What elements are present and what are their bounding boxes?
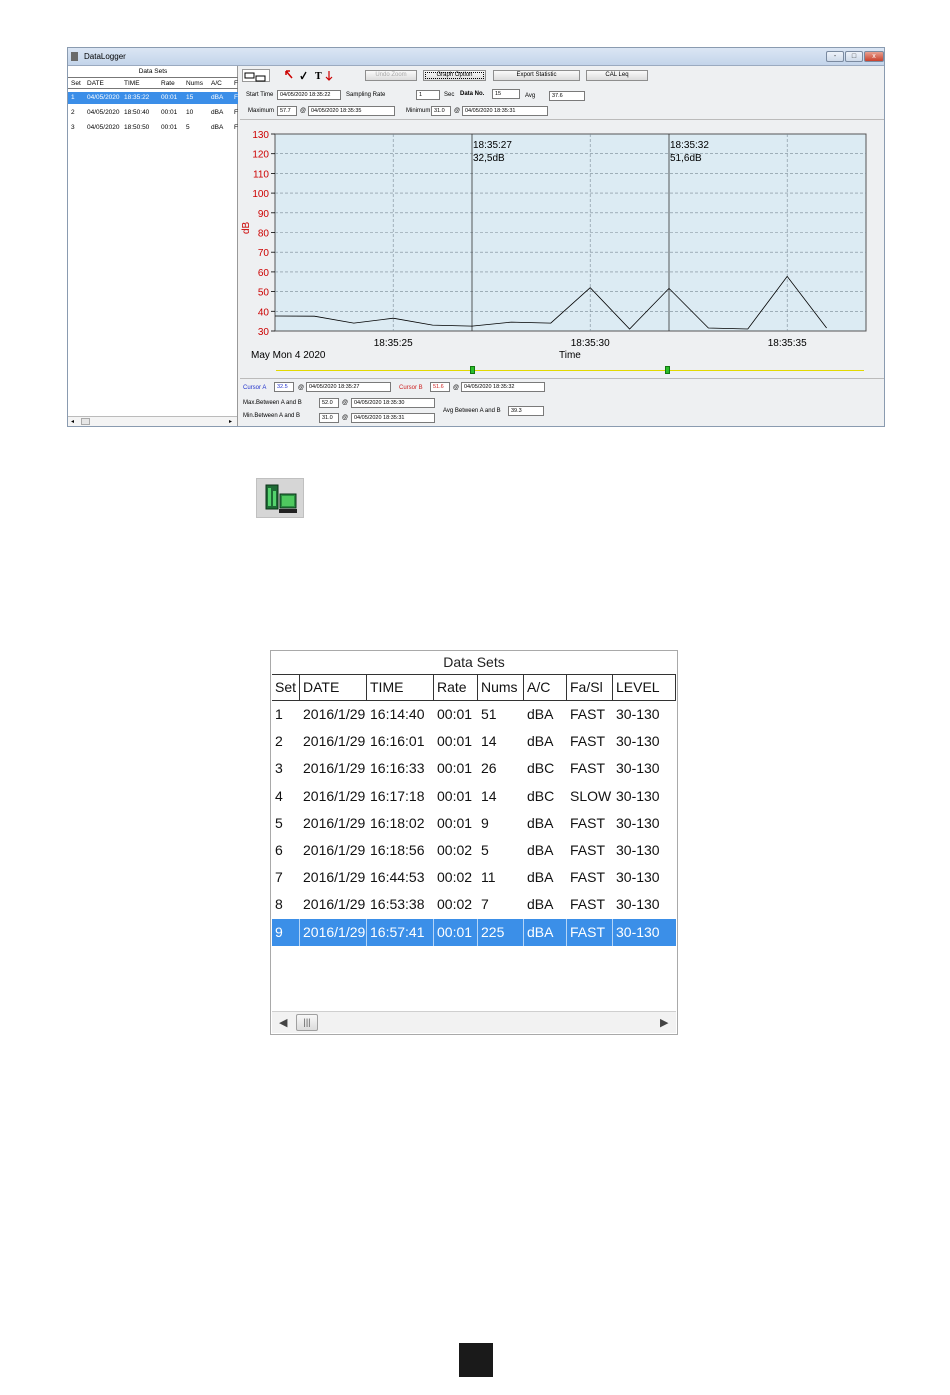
cell-date: 04/05/2020 bbox=[87, 124, 120, 131]
cell-set: 1 bbox=[275, 706, 283, 722]
maximize-button[interactable]: □ bbox=[845, 51, 863, 62]
date-label: May Mon 4 2020 bbox=[251, 350, 326, 361]
avg-between-value: 39.3 bbox=[508, 406, 544, 416]
pointer-icon bbox=[286, 71, 292, 78]
data-no-field: 15 bbox=[492, 89, 520, 99]
cell-time: 16:17:18 bbox=[370, 787, 425, 804]
cell-rate: 00:02 bbox=[437, 869, 473, 886]
cursor-a-label: Cursor A bbox=[243, 385, 267, 391]
cell-nums: 51 bbox=[481, 706, 497, 722]
cell-time: 16:16:01 bbox=[370, 733, 425, 750]
y-tick-label: 80 bbox=[257, 228, 269, 240]
cell-time: 16:14:40 bbox=[370, 706, 425, 722]
cell-date: 2016/1/29 bbox=[303, 760, 366, 777]
cell-set: 3 bbox=[275, 760, 283, 777]
cell-set: 5 bbox=[275, 814, 283, 831]
undo-zoom-button[interactable]: Undo Zoom bbox=[365, 70, 417, 81]
data-view-toggle[interactable] bbox=[242, 69, 270, 82]
cursor-b-time: 04/05/2020 18:35:32 bbox=[461, 382, 545, 392]
data-sets-title: Data Sets bbox=[138, 68, 168, 75]
cell-rate: 00:01 bbox=[437, 787, 473, 804]
cursor-a-handle[interactable] bbox=[470, 366, 475, 374]
cell-rate: 00:01 bbox=[437, 923, 473, 940]
cell-ac: dBA bbox=[527, 869, 554, 886]
y-tick-label: 30 bbox=[257, 327, 269, 338]
at-sign: @ bbox=[454, 108, 461, 114]
maximum-time-field: 04/05/2020 18:35:35 bbox=[308, 106, 395, 116]
column-header-set[interactable]: Set bbox=[71, 80, 81, 87]
column-divider[interactable] bbox=[477, 674, 478, 701]
cell-date: 04/05/2020 bbox=[87, 94, 120, 101]
column-header-ac[interactable]: A/C bbox=[527, 679, 551, 695]
start-time-field: 04/05/2020 18:35:22 bbox=[277, 90, 341, 100]
scroll-right-icon[interactable]: ▶ bbox=[660, 1017, 669, 1029]
scroll-thumb[interactable] bbox=[81, 418, 90, 425]
column-header-nums[interactable]: Nums bbox=[186, 80, 203, 87]
cell-set: 2 bbox=[71, 109, 75, 116]
y-axis-ticks bbox=[252, 130, 275, 338]
cursor-b-label: Cursor B bbox=[399, 385, 423, 391]
table-row[interactable] bbox=[272, 837, 676, 864]
table-row[interactable] bbox=[68, 107, 238, 119]
cell-fasl: FAST bbox=[570, 706, 606, 722]
cell-set: 7 bbox=[275, 869, 283, 886]
cell-fasl: SLOW bbox=[570, 787, 612, 804]
column-divider[interactable] bbox=[612, 674, 613, 701]
y-tick-label: 110 bbox=[253, 169, 269, 181]
cell-fasl: FAST bbox=[570, 869, 606, 886]
cell-fasl: FAST bbox=[570, 814, 606, 831]
cell-nums: 15 bbox=[186, 94, 194, 101]
cell-nums: 11 bbox=[481, 869, 496, 886]
cursor-time-label: 18:35:32 bbox=[670, 140, 709, 151]
column-header-fasl[interactable]: Fa/Sl bbox=[570, 679, 603, 695]
cell-nums: 225 bbox=[481, 923, 505, 940]
table-row[interactable] bbox=[272, 755, 676, 782]
column-divider[interactable] bbox=[675, 674, 676, 701]
cell-date: 2016/1/29 bbox=[303, 896, 366, 913]
page-marker bbox=[459, 1343, 493, 1377]
at-sign: @ bbox=[453, 385, 460, 391]
cursor-a-value: 32.5 bbox=[274, 382, 294, 392]
column-header-date[interactable]: DATE bbox=[87, 80, 104, 87]
y-axis-label: dB bbox=[241, 221, 252, 234]
cursor-value-label: 32,5dB bbox=[473, 153, 505, 164]
cursor-time-label: 18:35:27 bbox=[473, 140, 512, 151]
start-time-label: Start Time bbox=[246, 92, 274, 98]
column-header-ac[interactable]: A/C bbox=[211, 80, 222, 87]
cell-f: F bbox=[234, 109, 238, 116]
cell-ac: dBA bbox=[527, 842, 554, 858]
max-between-value: 52.0 bbox=[319, 398, 339, 408]
graph-option-button[interactable]: Graph Option bbox=[423, 70, 486, 81]
column-divider[interactable] bbox=[523, 674, 524, 701]
y-tick-label: 40 bbox=[257, 307, 269, 319]
column-header-time[interactable]: TIME bbox=[124, 80, 140, 87]
cell-ac: dBC bbox=[527, 787, 555, 804]
app-icon bbox=[71, 52, 78, 61]
cell-set: 8 bbox=[275, 896, 283, 913]
cell-time: 16:16:33 bbox=[370, 760, 425, 777]
cell-rate: 00:01 bbox=[161, 124, 178, 131]
column-divider[interactable] bbox=[566, 674, 567, 701]
data-sets-title: Data Sets bbox=[443, 654, 505, 670]
table-row[interactable] bbox=[272, 810, 676, 837]
column-divider bbox=[612, 919, 613, 946]
cell-nums: 9 bbox=[481, 814, 489, 831]
table-row[interactable] bbox=[272, 891, 676, 918]
cell-fasl: FAST bbox=[570, 896, 606, 913]
table-row[interactable] bbox=[272, 919, 676, 946]
sampling-rate-label: Sampling Rate bbox=[346, 92, 386, 98]
column-divider bbox=[433, 919, 434, 946]
column-header-rate[interactable]: Rate bbox=[161, 80, 175, 87]
table-chart-icon bbox=[243, 72, 269, 83]
cell-rate: 00:02 bbox=[437, 842, 473, 858]
sampling-rate-field: 1 bbox=[416, 90, 440, 100]
minimum-field: 31.0 bbox=[431, 106, 451, 116]
cursor-value-label: 51,6dB bbox=[670, 153, 702, 164]
column-header-set[interactable]: Set bbox=[275, 679, 297, 695]
cell-ac: dBA bbox=[527, 896, 554, 913]
max-between-time: 04/05/2020 18:35:30 bbox=[351, 398, 435, 408]
marker-icon bbox=[326, 71, 332, 80]
minimum-time-field: 04/05/2020 18:35:31 bbox=[462, 106, 548, 116]
cell-ac: dBA bbox=[211, 124, 224, 131]
zoom-icon bbox=[301, 72, 306, 79]
cell-fasl: FAST bbox=[570, 923, 606, 940]
cell-rate: 00:01 bbox=[437, 760, 473, 777]
cell-f: F bbox=[234, 124, 238, 131]
column-divider[interactable] bbox=[433, 674, 434, 701]
column-divider[interactable] bbox=[299, 674, 300, 701]
cell-time: 16:44:53 bbox=[370, 869, 425, 886]
cell-time: 18:35:22 bbox=[124, 94, 150, 101]
sampling-unit: Sec bbox=[444, 92, 455, 98]
cell-level: 30-130 bbox=[616, 923, 660, 940]
cell-nums: 5 bbox=[481, 842, 489, 858]
cell-rate: 00:02 bbox=[437, 896, 473, 913]
cell-level: 30-130 bbox=[616, 842, 660, 858]
horizontal-scrollbar[interactable] bbox=[272, 1011, 676, 1033]
x-axis-ticks bbox=[374, 338, 807, 349]
cell-f: F bbox=[234, 94, 238, 101]
at-sign: @ bbox=[342, 400, 349, 406]
minimum-label: Minimum bbox=[406, 108, 431, 114]
at-sign: @ bbox=[300, 108, 307, 114]
column-header-time[interactable]: TIME bbox=[370, 679, 404, 695]
cell-level: 30-130 bbox=[616, 760, 660, 777]
cursor-b-handle[interactable] bbox=[665, 366, 670, 374]
cell-set: 4 bbox=[275, 787, 283, 804]
scroll-left-icon[interactable]: ◀ bbox=[279, 1017, 288, 1029]
window-title: DataLogger bbox=[84, 52, 126, 61]
cell-date: 2016/1/29 bbox=[303, 814, 366, 831]
cell-time: 16:18:56 bbox=[370, 842, 425, 858]
table-row[interactable] bbox=[272, 864, 676, 891]
column-header-level[interactable]: LEVEL bbox=[616, 679, 660, 695]
avg-field: 37.6 bbox=[549, 91, 585, 101]
column-header-f[interactable]: F bbox=[234, 80, 238, 87]
scroll-left-icon[interactable]: ◂ bbox=[71, 419, 75, 425]
cell-level: 30-130 bbox=[616, 733, 660, 750]
y-tick-label: 100 bbox=[252, 189, 269, 201]
min-between-value: 31.0 bbox=[319, 413, 339, 423]
avg-between-label: Avg Between A and B bbox=[443, 408, 501, 414]
min-between-label: Min.Between A and B bbox=[243, 413, 301, 419]
cell-nums: 26 bbox=[481, 760, 497, 777]
close-button[interactable]: x bbox=[864, 51, 884, 62]
y-tick-label: 50 bbox=[257, 287, 269, 299]
table-header bbox=[272, 674, 676, 701]
cell-fasl: FAST bbox=[570, 760, 606, 777]
chart-table-icon bbox=[257, 479, 303, 517]
cell-ac: dBC bbox=[527, 760, 555, 777]
x-tick-label: 18:35:25 bbox=[373, 338, 413, 349]
tool-icons bbox=[284, 70, 354, 81]
column-divider bbox=[566, 919, 567, 946]
export-statistic-button[interactable]: Export Statistic bbox=[493, 70, 580, 81]
scroll-right-icon[interactable]: ▸ bbox=[229, 419, 233, 425]
cell-level: 30-130 bbox=[616, 814, 660, 831]
data-table-chart-icon[interactable] bbox=[256, 478, 304, 518]
cell-nums: 5 bbox=[186, 124, 190, 131]
cell-time: 16:53:38 bbox=[370, 896, 425, 913]
cell-nums: 10 bbox=[186, 109, 194, 116]
cell-fasl: FAST bbox=[570, 733, 606, 750]
column-divider bbox=[523, 919, 524, 946]
table-header bbox=[68, 77, 238, 89]
cell-rate: 00:01 bbox=[161, 94, 178, 101]
table-row[interactable] bbox=[68, 122, 238, 134]
minimize-button[interactable]: - bbox=[826, 51, 844, 62]
cell-date: 2016/1/29 bbox=[303, 733, 366, 750]
max-between-label: Max.Between A and B bbox=[243, 400, 302, 406]
column-header-date[interactable]: DATE bbox=[303, 679, 340, 695]
data-no-label: Data No. bbox=[460, 91, 485, 97]
cell-set: 3 bbox=[71, 124, 75, 131]
cell-set: 6 bbox=[275, 842, 283, 858]
cell-set: 2 bbox=[275, 733, 283, 750]
horizontal-scrollbar[interactable] bbox=[68, 416, 237, 426]
cal-leq-button[interactable]: CAL Leq bbox=[586, 70, 648, 81]
divider bbox=[240, 378, 884, 379]
scroll-thumb[interactable]: ||| bbox=[296, 1014, 318, 1031]
text-tool-icon: T bbox=[315, 72, 322, 81]
avg-label: Avg bbox=[525, 93, 536, 99]
y-tick-label: 130 bbox=[252, 130, 269, 141]
maximum-label: Maximum bbox=[248, 108, 275, 114]
column-header-nums[interactable]: Nums bbox=[481, 679, 518, 695]
column-divider[interactable] bbox=[366, 674, 367, 701]
cell-ac: dBA bbox=[211, 94, 224, 101]
cell-ac: dBA bbox=[527, 733, 554, 750]
cell-time: 18:50:40 bbox=[124, 109, 150, 116]
cell-date: 2016/1/29 bbox=[303, 842, 366, 858]
cell-set: 1 bbox=[71, 94, 75, 101]
cell-nums: 7 bbox=[481, 896, 489, 913]
table-row[interactable] bbox=[272, 783, 676, 810]
cell-date: 2016/1/29 bbox=[303, 869, 366, 886]
cell-date: 2016/1/29 bbox=[303, 787, 366, 804]
cell-fasl: FAST bbox=[570, 842, 606, 858]
column-header-rate[interactable]: Rate bbox=[437, 679, 467, 695]
cell-set: 9 bbox=[275, 923, 283, 940]
cell-ac: dBA bbox=[527, 706, 554, 722]
x-axis-label: Time bbox=[559, 350, 581, 361]
y-tick-label: 70 bbox=[257, 248, 269, 260]
min-between-time: 04/05/2020 18:35:31 bbox=[351, 413, 435, 423]
cell-level: 30-130 bbox=[616, 706, 660, 722]
cell-rate: 00:01 bbox=[437, 706, 473, 722]
cell-time: 18:50:50 bbox=[124, 124, 150, 131]
cell-nums: 14 bbox=[481, 733, 497, 750]
title-bar bbox=[68, 48, 884, 66]
cell-ac: dBA bbox=[211, 109, 224, 116]
column-divider bbox=[366, 919, 367, 946]
y-tick-label: 90 bbox=[257, 208, 269, 220]
cell-ac: dBA bbox=[527, 814, 554, 831]
cursor-b-value: 51.6 bbox=[430, 382, 450, 392]
cell-level: 30-130 bbox=[616, 896, 660, 913]
cell-date: 04/05/2020 bbox=[87, 109, 120, 116]
cell-level: 30-130 bbox=[616, 787, 660, 804]
y-tick-label: 120 bbox=[252, 149, 269, 161]
cell-time: 16:18:02 bbox=[370, 814, 425, 831]
at-sign: @ bbox=[298, 385, 305, 391]
cursor-a-time: 04/05/2020 18:35:27 bbox=[306, 382, 391, 392]
at-sign: @ bbox=[342, 415, 349, 421]
cell-rate: 00:01 bbox=[437, 733, 473, 750]
table-row[interactable] bbox=[272, 728, 676, 755]
table-row[interactable] bbox=[272, 701, 676, 728]
cell-rate: 00:01 bbox=[161, 109, 178, 116]
x-tick-label: 18:35:30 bbox=[570, 338, 610, 349]
column-divider bbox=[299, 919, 300, 946]
cursor-slider-track[interactable] bbox=[276, 370, 864, 371]
y-tick-label: 60 bbox=[257, 267, 269, 279]
x-tick-label: 18:35:35 bbox=[767, 338, 807, 349]
cell-date: 2016/1/29 bbox=[303, 706, 366, 722]
divider bbox=[240, 119, 884, 120]
maximum-field: 57.7 bbox=[277, 106, 297, 116]
cell-ac: dBA bbox=[527, 923, 554, 940]
data-sets-panel bbox=[68, 66, 238, 426]
data-sets-table bbox=[270, 650, 678, 1035]
cell-date: 2016/1/29 bbox=[303, 923, 366, 940]
cell-rate: 00:01 bbox=[437, 814, 473, 831]
cell-time: 16:57:41 bbox=[370, 923, 425, 940]
table-row[interactable] bbox=[68, 92, 238, 104]
cell-level: 30-130 bbox=[616, 869, 660, 886]
column-divider bbox=[477, 919, 478, 946]
cell-nums: 14 bbox=[481, 787, 497, 804]
sound-level-chart[interactable] bbox=[240, 129, 882, 361]
